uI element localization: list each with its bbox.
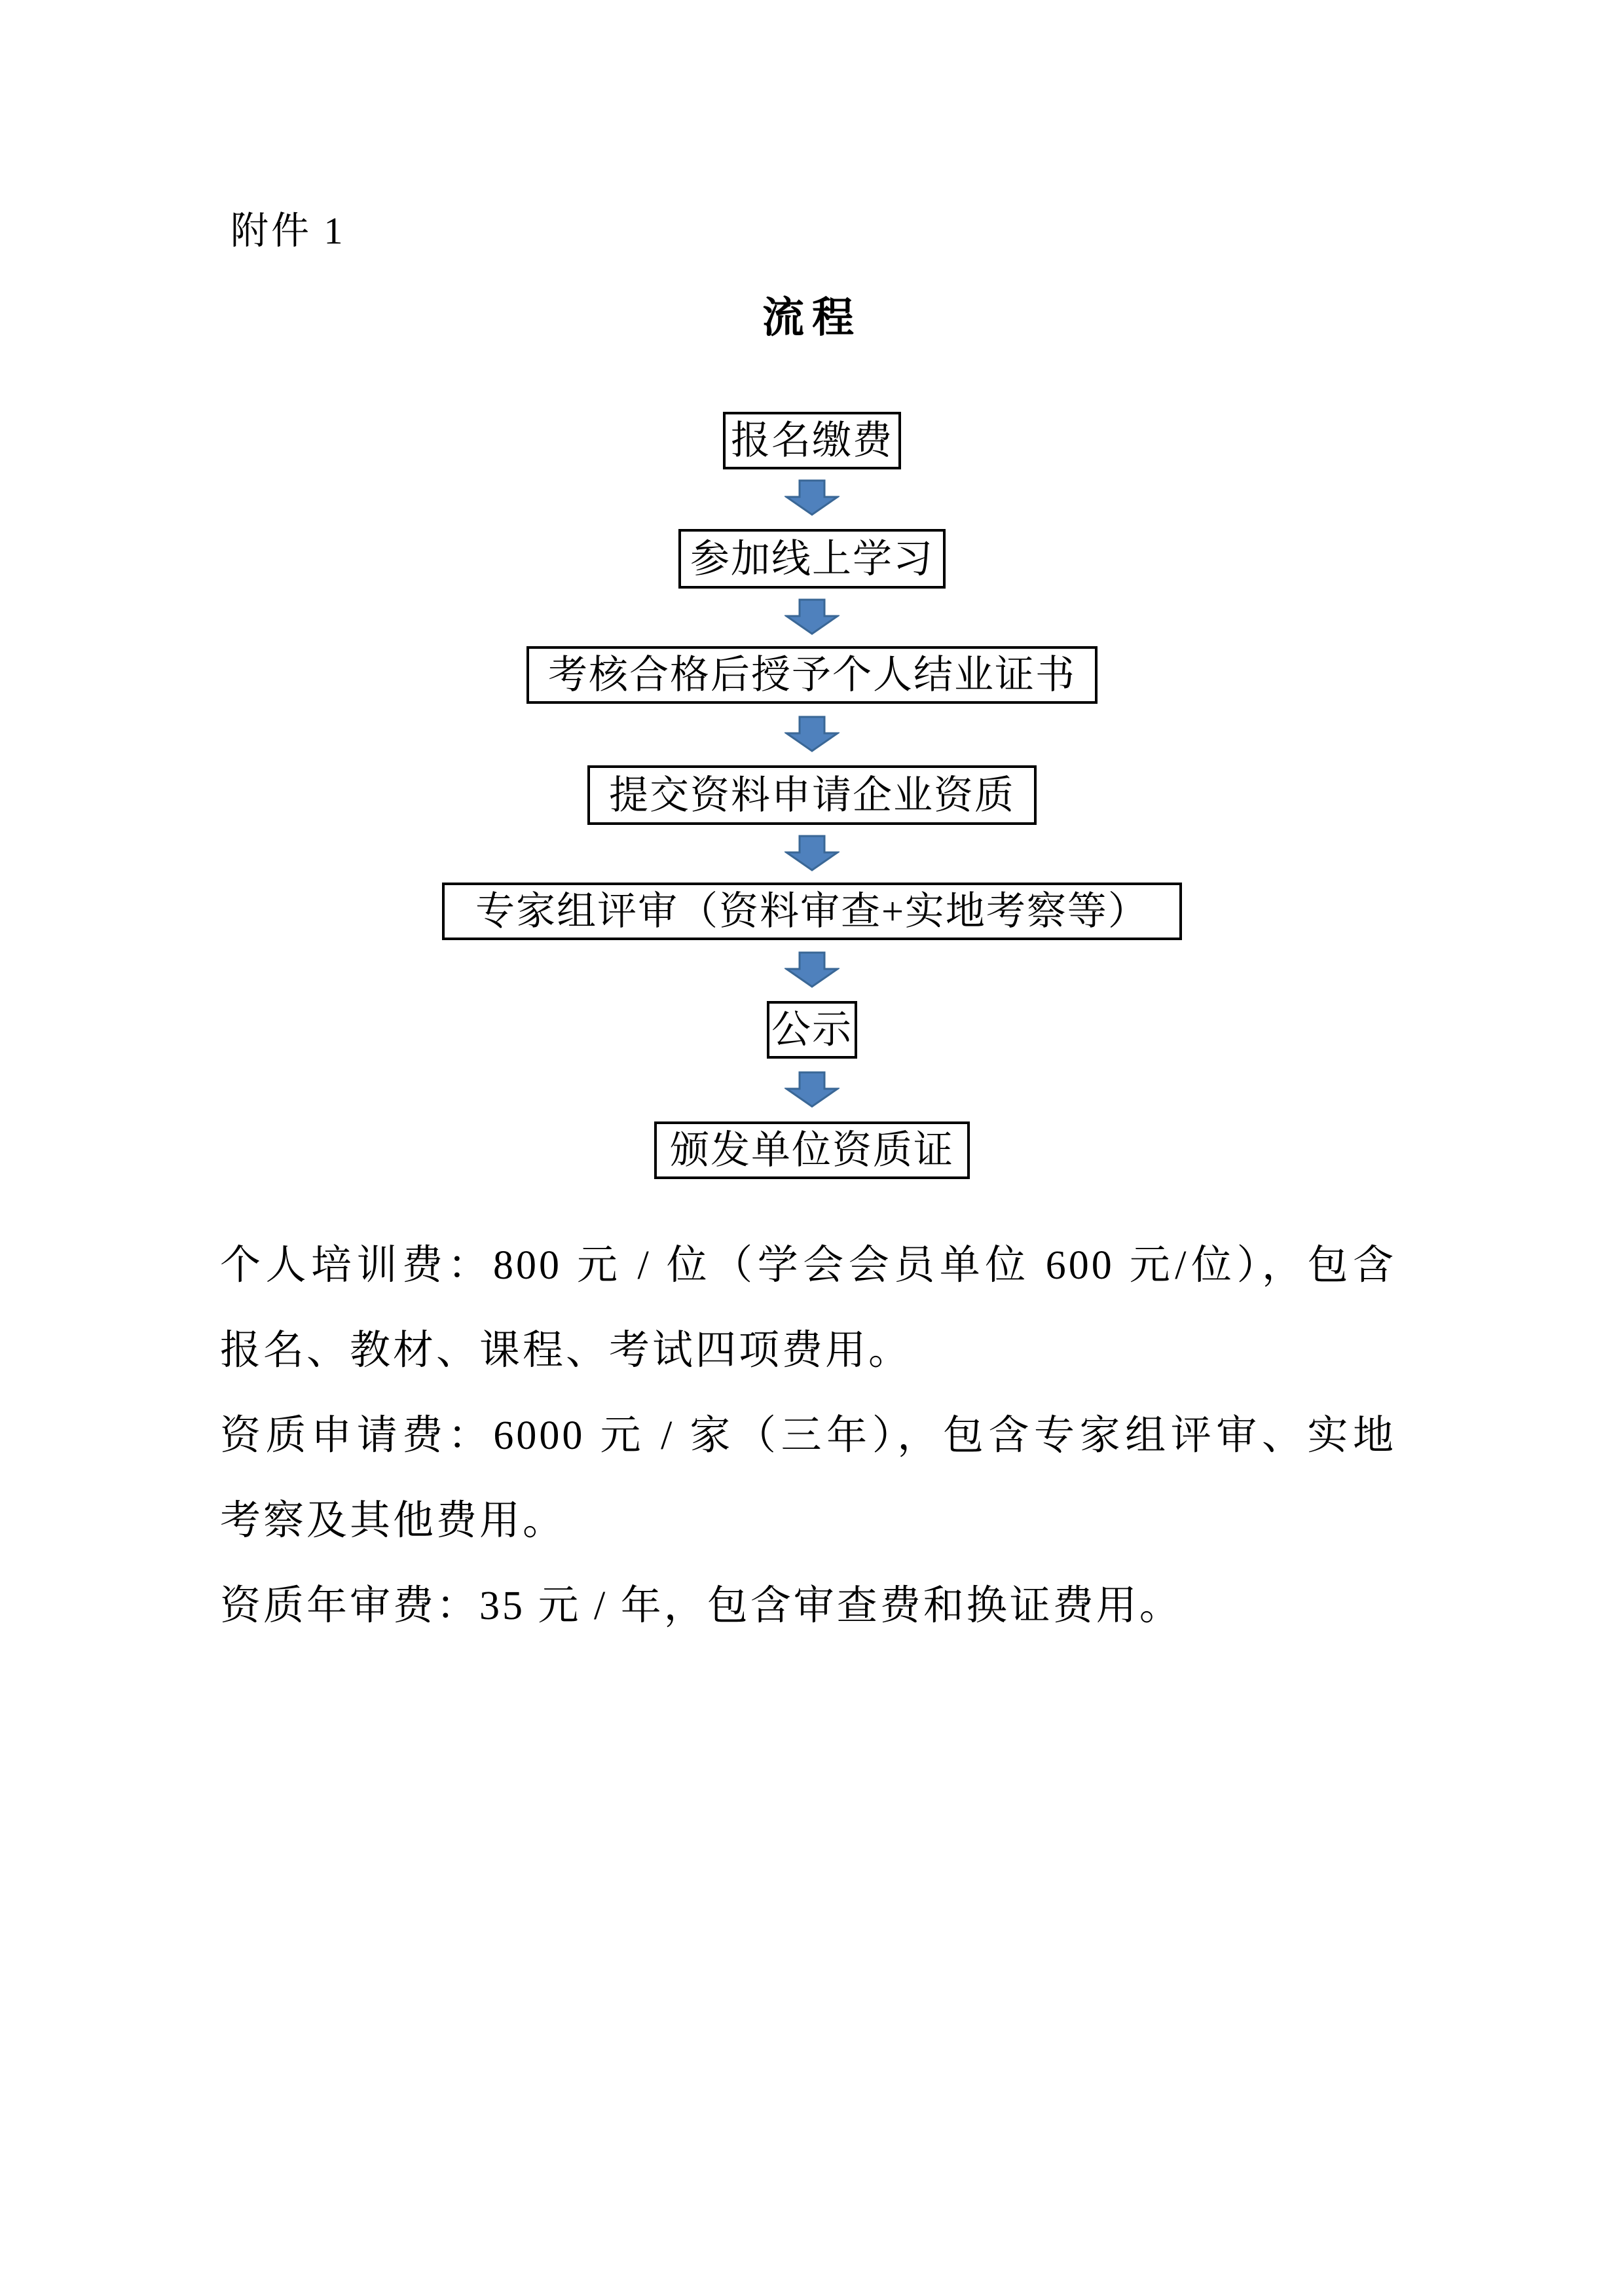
- flow-step-label: 考核合格后授予个人结业证书: [548, 653, 1076, 697]
- fee-note-line: 考察及其他费用。: [220, 1499, 566, 1543]
- flow-step-box: [587, 765, 1037, 825]
- attachment-label: 附件 1: [231, 210, 346, 252]
- flow-step-label: 报名缴费: [731, 419, 893, 462]
- flow-step-label: 颁发单位资质证: [670, 1129, 954, 1172]
- down-arrow-shape: [786, 836, 838, 870]
- down-arrow-shape: [786, 600, 838, 634]
- flow-step-label: 公示: [771, 1008, 853, 1051]
- down-arrow-icon: [784, 715, 840, 753]
- down-arrow-shape: [786, 481, 838, 515]
- down-arrow-shape: [786, 1072, 838, 1106]
- flow-step-box: [442, 883, 1182, 940]
- down-arrow-icon: [784, 834, 840, 872]
- flow-step-label: 提交资料申请企业资质: [609, 773, 1015, 817]
- down-arrow-icon: [784, 1070, 840, 1108]
- flow-step-box: [767, 1001, 857, 1059]
- flow-step-box: [723, 412, 901, 469]
- flow-step-label: 专家组评审（资料审查+实地考察等）: [475, 890, 1149, 933]
- down-arrow-shape: [786, 953, 838, 987]
- flow-step-box: [654, 1121, 970, 1179]
- flow-step-box: [526, 646, 1098, 704]
- fee-note-line: 资质年审费：35 元 / 年，包含审查费和换证费用。: [220, 1584, 1183, 1628]
- fee-note-line: 个人培训费：800 元 / 位（学会会员单位 600 元/位），包含: [220, 1243, 1396, 1288]
- flow-step-label: 参加线上学习: [690, 537, 934, 581]
- down-arrow-icon: [784, 951, 840, 989]
- down-arrow-shape: [786, 717, 838, 751]
- document-title: 流程: [762, 295, 862, 341]
- fee-note-line: 资质申请费：6000 元 / 家（三年），包含专家组评审、实地: [220, 1413, 1396, 1458]
- down-arrow-icon: [784, 479, 840, 517]
- down-arrow-icon: [784, 598, 840, 636]
- fee-note-line: 报名、教材、课程、考试四项费用。: [220, 1328, 912, 1373]
- flow-step-box: [678, 529, 946, 589]
